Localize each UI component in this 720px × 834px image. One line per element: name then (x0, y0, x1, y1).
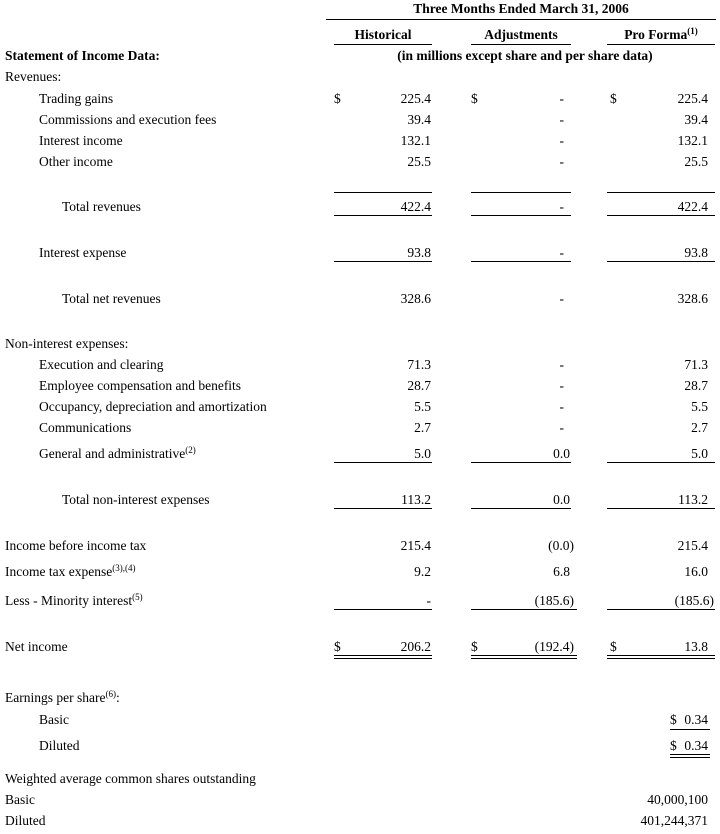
total-revenues-historical: 422.4 (400, 199, 431, 214)
rule (607, 462, 715, 463)
trading-gains-historical: 225.4 (400, 91, 431, 106)
col-historical-underline (334, 44, 432, 45)
execution-label: Execution and clearing (39, 357, 164, 372)
shares-basic-proforma: 40,000,100 (647, 792, 708, 807)
eps-note: (6) (105, 689, 116, 699)
interest-expense-label: Interest expense (39, 245, 127, 260)
communications-adjustment: - (559, 420, 564, 435)
interest-income-label: Interest income (39, 133, 123, 148)
total-revenues-label: Total revenues (62, 199, 141, 214)
rule (471, 215, 571, 216)
rule (334, 192, 432, 193)
eps-basic-proforma: 0.34 (684, 712, 708, 727)
rule (334, 609, 432, 610)
currency-symbol: $ (334, 91, 341, 106)
double-rule (471, 655, 577, 659)
rule (471, 508, 571, 509)
minority-note: (5) (132, 592, 143, 602)
commissions-label: Commissions and execution fees (39, 112, 217, 127)
col-adjustments-heading: Adjustments (484, 27, 558, 42)
rule (607, 609, 715, 610)
rule (334, 462, 432, 463)
interest-income-historical: 132.1 (400, 133, 431, 148)
income-tax-label-text: Income tax expense (5, 564, 113, 579)
execution-proforma: 71.3 (684, 357, 708, 372)
interest-income-proforma: 132.1 (677, 133, 708, 148)
minority-historical: - (426, 593, 431, 608)
col-proforma-note: (1) (687, 26, 698, 36)
rule (607, 261, 715, 262)
net-income-historical: 206.2 (400, 639, 431, 654)
total-nonint-historical: 113.2 (401, 492, 431, 507)
period-underline (326, 19, 716, 20)
other-income-adjustment: - (559, 154, 564, 169)
employee-label: Employee compensation and benefits (39, 378, 242, 393)
occupancy-historical: 5.5 (414, 399, 431, 414)
trading-gains-label: Trading gains (39, 91, 114, 106)
eps-basic-currency: $ (670, 712, 677, 727)
minority-label (5, 593, 143, 609)
total-revenues-adjustment: - (559, 199, 564, 214)
total-nonint-adjustment: 0.0 (553, 492, 570, 507)
currency-symbol: $ (610, 639, 617, 654)
col-proforma-heading (607, 27, 715, 43)
units-note: (in millions except share and per share data) (397, 48, 653, 63)
currency-symbol: $ (610, 91, 617, 106)
rule (334, 215, 432, 216)
section-title: Statement of Income Data: (5, 48, 160, 63)
net-income-adjustment: (192.4) (534, 639, 574, 654)
execution-historical: 71.3 (407, 357, 431, 372)
eps-colon: : (115, 690, 120, 705)
commissions-historical: 39.4 (407, 112, 431, 127)
eps-diluted-proforma: 0.34 (684, 738, 708, 753)
other-income-proforma: 25.5 (684, 154, 708, 169)
execution-adjustment: - (559, 357, 564, 372)
total-nonint-proforma: 113.2 (678, 492, 708, 507)
interest-expense-proforma: 93.8 (684, 245, 708, 260)
communications-label: Communications (39, 420, 132, 435)
col-proforma-underline (607, 44, 715, 45)
period-heading: Three Months Ended March 31, 2006 (413, 1, 629, 16)
total-net-revenues-proforma: 328.6 (677, 291, 708, 306)
minority-proforma: (185.6) (674, 593, 714, 608)
income-before-tax-adjustment: (0.0) (548, 538, 574, 553)
currency-symbol: $ (471, 639, 478, 654)
employee-historical: 28.7 (407, 378, 431, 393)
occupancy-adjustment: - (559, 399, 564, 414)
income-tax-label (5, 564, 135, 580)
shares-diluted-label: Diluted (5, 813, 46, 828)
income-before-tax-label: Income before income tax (5, 538, 147, 553)
occupancy-label: Occupancy, depreciation and amortization (39, 399, 267, 414)
interest-income-adjustment: - (559, 133, 564, 148)
total-nonint-label: Total non-interest expenses (62, 492, 210, 507)
interest-expense-historical: 93.8 (407, 245, 431, 260)
total-revenues-proforma: 422.4 (677, 199, 708, 214)
net-income-proforma: 13.8 (684, 639, 708, 654)
eps-basic-label: Basic (39, 712, 69, 727)
rule (670, 729, 710, 730)
income-tax-adjustment: 6.8 (553, 564, 570, 579)
rule (607, 215, 715, 216)
employee-proforma: 28.7 (684, 378, 708, 393)
income-tax-proforma: 16.0 (684, 564, 708, 579)
commissions-adjustment: - (559, 112, 564, 127)
trading-gains-adjustment: - (559, 91, 564, 106)
minority-adjustment: (185.6) (534, 593, 574, 608)
other-income-historical: 25.5 (407, 154, 431, 169)
net-income-label: Net income (5, 639, 68, 654)
employee-adjustment: - (559, 378, 564, 393)
income-tax-note: (3),(4) (112, 563, 136, 573)
revenues-heading: Revenues: (5, 69, 62, 84)
total-net-revenues-adjustment: - (559, 291, 564, 306)
rule (607, 192, 715, 193)
rule (334, 508, 432, 509)
communications-historical: 2.7 (414, 420, 431, 435)
rule (471, 192, 571, 193)
rule (607, 508, 715, 509)
other-income-label: Other income (39, 154, 113, 169)
double-rule (334, 655, 432, 659)
general-proforma: 5.0 (691, 446, 708, 461)
income-before-tax-historical: 215.4 (400, 538, 431, 553)
communications-proforma: 2.7 (691, 420, 708, 435)
income-tax-historical: 9.2 (414, 564, 431, 579)
total-net-revenues-label: Total net revenues (62, 291, 161, 306)
currency-symbol: $ (471, 91, 478, 106)
occupancy-proforma: 5.5 (691, 399, 708, 414)
general-label (39, 446, 196, 462)
total-net-revenues-historical: 328.6 (400, 291, 431, 306)
col-adjustments-underline (471, 44, 571, 45)
nonint-heading: Non-interest expenses: (5, 336, 129, 351)
general-note: (2) (185, 445, 196, 455)
col-proforma-label: Pro Forma (624, 27, 688, 42)
general-historical: 5.0 (414, 446, 431, 461)
shares-basic-label: Basic (5, 792, 35, 807)
shares-diluted-proforma: 401,244,371 (640, 813, 708, 828)
rule (334, 261, 432, 262)
minority-label-text: Less - Minority interest (5, 593, 133, 608)
general-adjustment: 0.0 (553, 446, 570, 461)
double-rule (607, 655, 715, 659)
eps-diluted-label: Diluted (39, 738, 80, 753)
general-label-text: General and administrative (39, 446, 186, 461)
rule (471, 609, 577, 610)
eps-heading-text: Earnings per share (5, 690, 106, 705)
rule (471, 462, 571, 463)
commissions-proforma: 39.4 (684, 112, 708, 127)
currency-symbol: $ (334, 639, 341, 654)
shares-heading: Weighted average common shares outstanding (5, 771, 256, 786)
rule (471, 261, 571, 262)
trading-gains-proforma: 225.4 (677, 91, 708, 106)
col-historical-heading: Historical (354, 27, 412, 42)
eps-heading (5, 690, 120, 706)
income-before-tax-proforma: 215.4 (677, 538, 708, 553)
eps-diluted-currency: $ (670, 738, 677, 753)
double-rule (670, 754, 710, 758)
interest-expense-adjustment: - (559, 245, 564, 260)
